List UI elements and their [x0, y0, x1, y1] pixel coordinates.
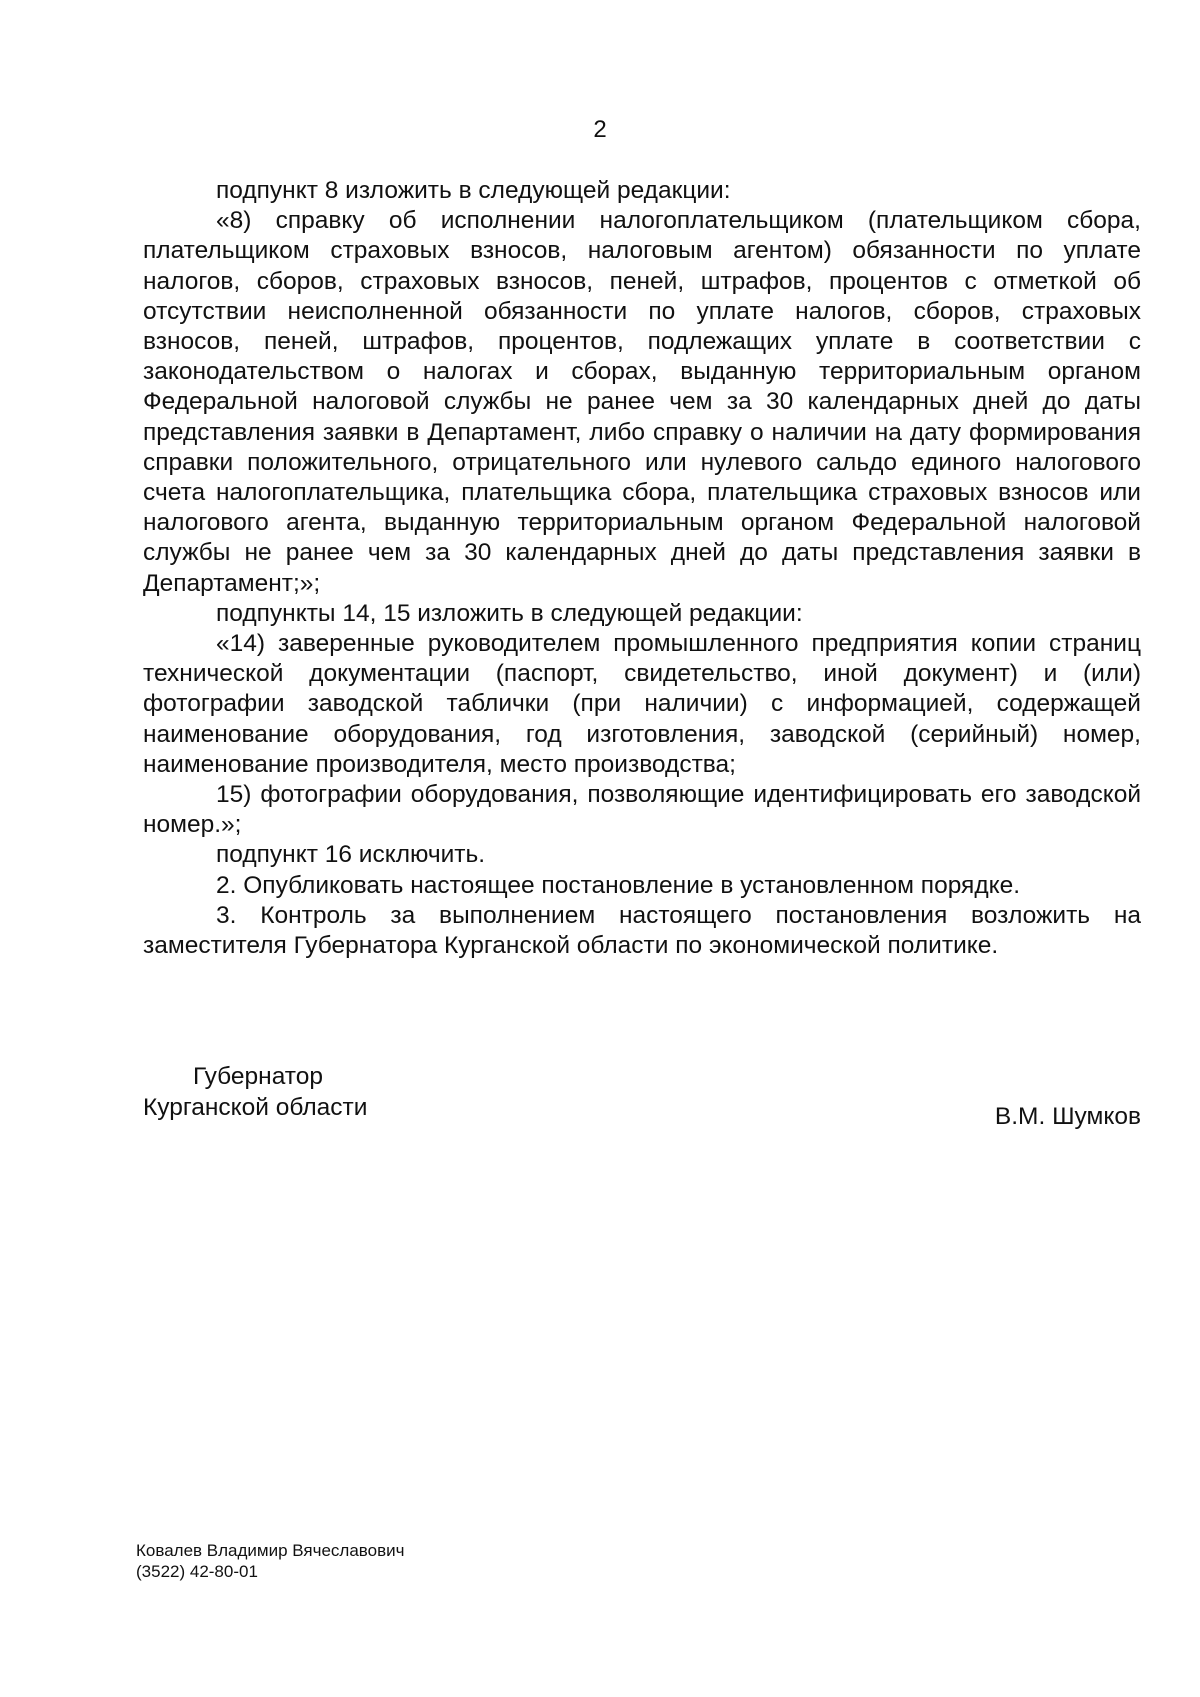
signatory-name: В.М. Шумков: [994, 1103, 1141, 1130]
page-number: 2: [593, 116, 607, 143]
executor-name: Ковалев Владимир Вячеславович: [136, 1541, 405, 1560]
paragraph-subpoint-16: подпункт 16 исключить.: [216, 841, 486, 869]
executor-block: [136, 1540, 405, 1582]
paragraph-subpoint-14-text: «14) заверенные руководителем промышленного предприятия копии страниц технической документации (паспорт, свидетельство, иной документ) и (или) фотографии заводской таблички (при наличии) с информацией, содержащей наименование оборудования, год изготовления, заводской (серийный) номер, наименование производителя, место производства;: [143, 630, 1141, 778]
paragraph-subpoint-8-text: «8) справку об исполнении налогоплательщиком (плательщиком сбора, плательщиком страховых взносов, налоговым агентом) обязанности по уплате налогов, сборов, страховых взносов, пеней, штрафов, процентов с отметкой об отсутствии неисполненной обязанности по уплате налогов, сборов, страховых взносов, пеней, штрафов, процентов, подлежащих уплате в соответствии с законодательством о налогах и сборах, выданную территориальным органом Федеральной налоговой службы не ранее чем за 30 календарных дней до даты представления заявки в Департамент, либо справку о наличии на дату формирования справки положительного, отрицательного или нулевого сальдо единого налогового счета налогоплательщика, плательщика сбора, плательщика страховых взносов или налогового агента, выданную территориальным органом Федеральной налоговой службы не ранее чем за 30 календарных дней до даты представления заявки в Департамент;»;: [143, 207, 1141, 597]
signatory-title-line-2: Курганской области: [143, 1094, 368, 1121]
document-body: [143, 176, 1141, 961]
executor-phone: (3522) 42-80-01: [136, 1562, 258, 1581]
signatory-title-line-1: Губернатор: [193, 1063, 323, 1090]
paragraph-subpoints-14-15-intro: подпункты 14, 15 изложить в следующей редакции:: [216, 599, 803, 627]
paragraph-item-3: 3. Контроль за выполнением настоящего постановления возложить на заместителя Губернатора Курганской области по экономической политике.: [143, 901, 1141, 960]
paragraph-subpoint-8-intro: подпункт 8 изложить в следующей редакции:: [216, 177, 731, 204]
paragraph-subpoint-15-text: 15) фотографии оборудования, позволяющие идентифицировать его заводской номер.»;: [143, 781, 1141, 839]
signature-block: [143, 1061, 1141, 1161]
paragraph-item-2: 2. Опубликовать настоящее постановление в установленном порядке.: [216, 871, 1021, 899]
